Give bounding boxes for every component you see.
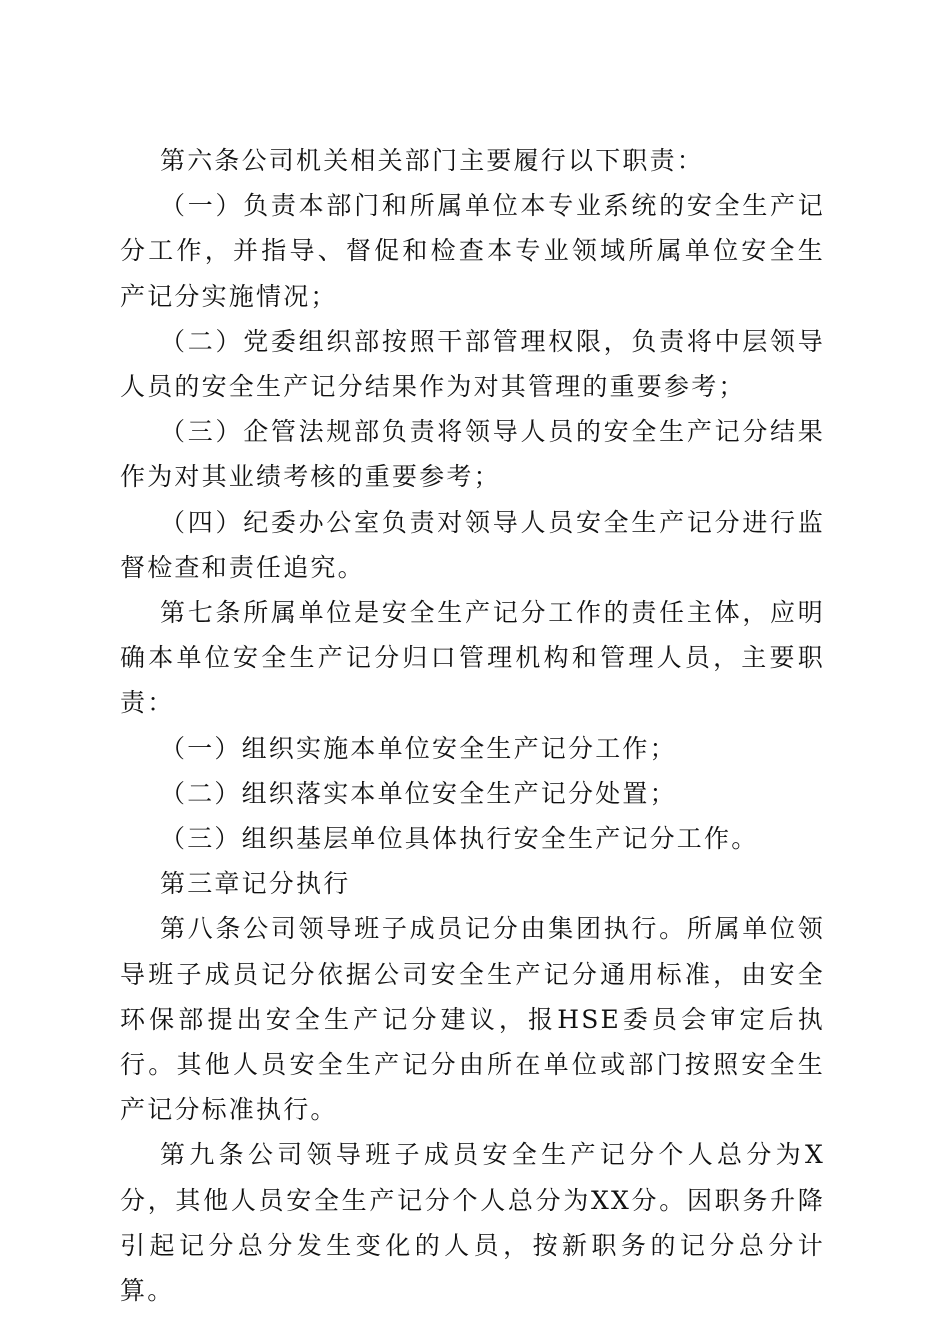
article-8: 第八条公司领导班子成员记分由集团执行。所属单位领导班子成员记分依据公司安全生产记分通用标准，由安全环保部提出安全生产记分建议，报HSE委员会审定后执行。其他人员安全生产记分由所在单位或部门按照安全生产记分标准执行。 [120,914,825,1125]
document-page [120,138,825,1313]
article-7-heading: 第七条所属单位是安全生产记分工作的责任主体，应明确本单位安全生产记分归口管理机构和管理人员，主要职责： [120,598,825,718]
article-7-item-2: （二）组织落实本单位安全生产记分处置； [160,778,677,808]
article-7-item-3: （三）组织基层单位具体执行安全生产记分工作。 [160,824,759,854]
article-9: 第九条公司领导班子成员安全生产记分个人总分为X分，其他人员安全生产记分个人总分为XX分。因职务升降引起记分总分发生变化的人员，按新职务的记分总分计算。 [120,1140,825,1306]
article-6-item-2: （二）党委组织部按照干部管理权限，负责将中层领导人员的安全生产记分结果作为对其管理的重要参考； [120,326,825,402]
article-6-heading: 第六条公司机关相关部门主要履行以下职责： [160,146,705,175]
article-6-item-3: （三）企管法规部负责将领导人员的安全生产记分结果作为对其业绩考核的重要参考； [120,417,825,492]
chapter-3-title: 第三章记分执行 [160,869,351,899]
article-7-item-1: （一）组织实施本单位安全生产记分工作； [160,733,677,763]
article-6-item-4: （四）纪委办公室负责对领导人员安全生产记分进行监督检查和责任追究。 [120,507,825,582]
article-6-item-1: （一）负责本部门和所属单位本专业系统的安全生产记分工作，并指导、督促和检查本专业领域所属单位安全生产记分实施情况； [120,191,825,311]
